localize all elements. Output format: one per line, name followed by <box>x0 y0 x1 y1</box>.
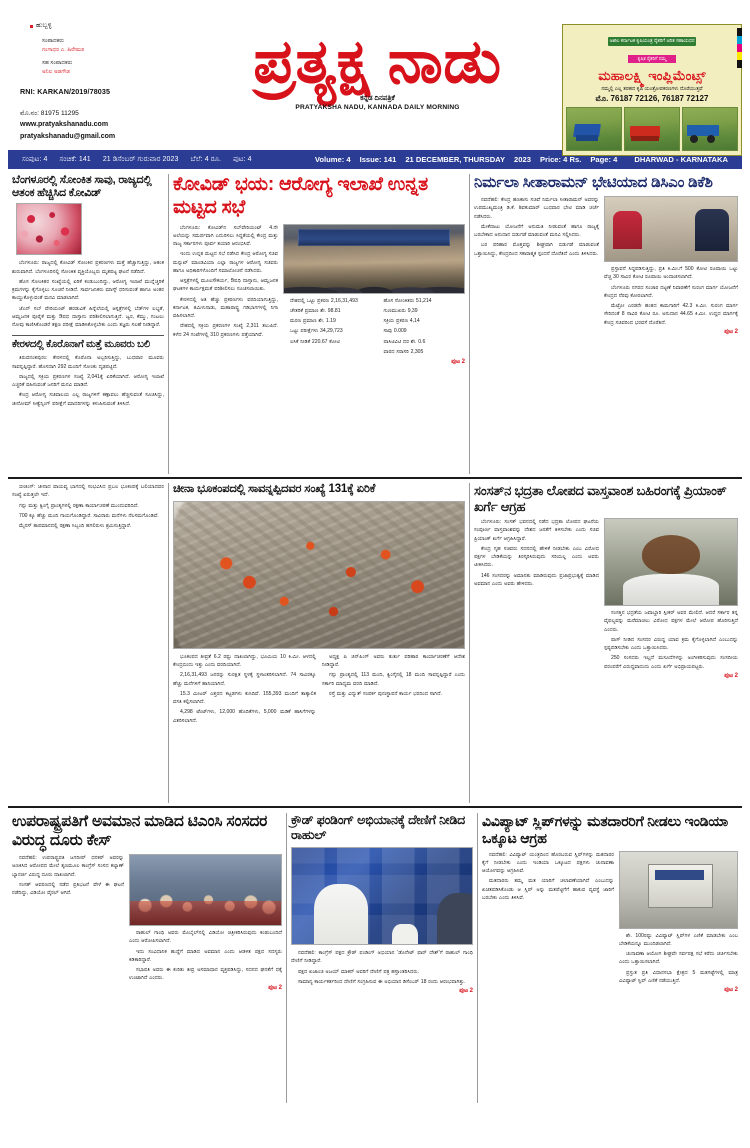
priyank-kharge-photo <box>604 518 738 606</box>
headline-bengaluru-covid[interactable]: ಬೆಂಗಳೂರಲ್ಲಿ ಸೋಂಕಿತ ಸಾವು, ರಾಜ್ಯದಲ್ಲಿ ಆತಂಕ ಹೆಚ್ಚಿಸಿದ ಕೋವಿಡ್ <box>12 174 152 200</box>
body-rahul-crowdfunding: ನವದೆಹಲಿ: ಕಾಂಗ್ರೆಸ್ ಪಕ್ಷದ ಕ್ರೌಡ್ ಫಂಡಿಂಗ್ ಅಭಿಯಾನ 'ಡೊನೇಟ್ ಫಾರ್ ದೇಶ್'ಗೆ ರಾಹುಲ್ ಗಾಂಧಿ ದೇಣಿಗೆ ನೀಡಿದ್ದಾರೆ. ಪಕ್ಷದ ಖಜಾಂಚಿ ಅಜಯ್ ಮಾಕನ್ ಅವರಿಗೆ ದೇಣಿಗೆ ಪತ್ರ ಹಸ್ತಾಂತರಿಸಿದರು. ಸಾಮಾನ್ಯ ಕಾರ್ಯಕರ್ತರಿಂದ ದೇಣಿಗೆ ಸಂಗ್ರಹಿಸುವ ಈ ಅಭಿಯಾನ ಡಿಸೆಂಬರ್ 18 ರಂದು ಆರಂಭವಾಗಿತ್ತು. <box>291 950 473 985</box>
kharge-content-row <box>474 518 738 680</box>
ad-photo-rotavator <box>624 107 680 151</box>
en-page: Page: 4 <box>590 155 618 164</box>
coeditor-role: ಸಹ ಸಂಪಾದಕರು <box>42 60 73 67</box>
tagline-kannada: ಕನ್ನಡ ದಿನಪತ್ರಿಕೆ <box>360 95 395 102</box>
editor-name: ಗಂಗಾಧರ ಎ. ಹಿರೇಮಠ <box>42 46 85 53</box>
sitharaman-meeting-photo <box>604 196 738 262</box>
continued-marker-rahul[interactable]: ಪುಟ 2 <box>459 988 473 994</box>
headline-kerala-corona[interactable]: ಕೇರಳದಲ್ಲಿ ಕೊರೊನಾಗೆ ಮತ್ತೆ ಮೂವರು ಬಲಿ <box>12 339 150 351</box>
section-divider-2 <box>8 806 742 808</box>
quake-body-row <box>173 653 465 727</box>
earthquake-rubble-photo <box>173 501 465 649</box>
body-kharge-col1: ಬೆಂಗಳೂರು: ಸಂಸತ್ ಭವನದಲ್ಲಿ ನಡೆದ ಭದ್ರತಾ ಲೋಪದ ಘಟನೆಯ ಸಂಪೂರ್ಣ ವಾಸ್ತವಾಂಶವನ್ನು ದೇಶದ ಜನತೆಗೆ ತಿಳಿಸಬೇಕು ಎಂದು ಸಚಿವ ಪ್ರಿಯಾಂಕ್ ಖರ್ಗೆ ಆಗ್ರಹಿಸಿದ್ದಾರೆ. ಕೇಂದ್ರ ಗೃಹ ಸಚಿವರು ಸದನದಲ್ಲಿ ಹೇಳಿಕೆ ನೀಡಬೇಕು ಎಂಬ ವಿರೋಧ ಪಕ್ಷಗಳ ಬೇಡಿಕೆಯನ್ನು ತಿರಸ್ಕರಿಸಿರುವುದು ಸರಿಯಲ್ಲ ಎಂದು ಅವರು ಟೀಕಿಸಿದರು. 146 ಸಂಸದರನ್ನು ಅಮಾನತು ಮಾಡಿರುವುದು ಪ್ರಜಾಪ್ರಭುತ್ವಕ್ಕೆ ಮಾಡಿದ ಅವಮಾನ ಎಂದು ಅವರು ಹೇಳಿದರು. <box>474 519 599 587</box>
body-quake-col1: ಭೂಕಂಪದ ತೀವ್ರತೆ 6.2 ರಷ್ಟು ದಾಖಲಾಗಿದ್ದು, ಭೂಮಿಯ 10 ಕಿ.ಮೀ. ಆಳದಲ್ಲಿ ಕೇಂದ್ರಬಿಂದು ಇತ್ತು ಎಂದು ವರದಿಯಾಗಿದೆ. 2,16,31,493 ಜನರನ್ನು ಸುರಕ್ಷಿತ ಸ್ಥಳಕ್ಕೆ ಸ್ಥಳಾಂತರಿಸಲಾಗಿದೆ. 74 ಸಾವಿರಕ್ಕೂ ಹೆಚ್ಚು ಮನೆಗಳಿಗೆ ಹಾನಿಯಾಗಿದೆ. 15.3 ಮೀಟರ್ ಎತ್ತರದ ಕಟ್ಟಡಗಳು ಕುಸಿದಿವೆ. 155,393 ಮಂದಿಗೆ ತಾತ್ಕಾಲಿಕ ವಸತಿ ಕಲ್ಪಿಸಲಾಗಿದೆ. 4,298 ಟೆಂಟ್‌ಗಳು, 12,000 ಹೊದಿಕೆಗಳು, 5,000 ಮಡಿಕೆ ಹಾಸಿಗೆಗಳನ್ನು ವಿತರಿಸಲಾಗಿದೆ. <box>173 653 316 724</box>
continued-marker-kharge[interactable]: ಪುಟ 2 <box>724 672 738 679</box>
tmc-content-row <box>12 854 282 992</box>
center-photo-and-stats <box>283 224 465 367</box>
top-center-column <box>169 174 469 474</box>
body-quake-col2: ಅಧ್ಯಕ್ಷ ಷಿ ಜಿನ್‌ಪಿಂಗ್ ಅವರು ತುರ್ತು ಪರಿಹಾರ ಕಾರ್ಯಾಚರಣೆಗೆ ಆದೇಶ ನೀಡಿದ್ದಾರೆ. ಗನ್ಸು ಪ್ರಾಂತ್ಯದಲ್ಲಿ 113 ಮಂದಿ, ಕ್ವಿಂಗೈನಲ್ಲಿ 18 ಮಂದಿ ಸಾವನ್ನಪ್ಪಿದ್ದಾರೆ ಎಂದು ಸರ್ಕಾರಿ ಮಾಧ್ಯಮ ವರದಿ ಮಾಡಿದೆ. ರಸ್ತೆ ಮತ್ತು ವಿದ್ಯುತ್ ಸಂಪರ್ಕ ಪುನಃಸ್ಥಾಪನೆ ಕಾರ್ಯ ಭರದಿಂದ ಸಾಗಿದೆ. <box>322 653 465 697</box>
headline-sitharaman-dkshi[interactable]: ನಿರ್ಮಲಾ ಸೀತಾರಾಮನ್ ಭೇಟಿಯಾದ ಡಿಸಿಎಂ ಡಿಕೆಶಿ <box>474 174 713 191</box>
rni-number: RNI: KARKAN/2019/78035 <box>20 86 111 96</box>
edition-label <box>30 22 193 30</box>
mid-section <box>8 483 742 803</box>
editor-role: ಸಂಪಾದಕರು <box>42 38 64 44</box>
body-sitharaman-col1: ನವದೆಹಲಿ: ಕೇಂದ್ರ ಹಣಕಾಸು ಸಚಿವೆ ನಿರ್ಮಲಾ ಸೀತಾರಾಮನ್ ಅವರನ್ನು ಉಪಮುಖ್ಯಮಂತ್ರಿ ಡಿ.ಕೆ. ಶಿವಕುಮಾರ್ ಬುಧವಾರ ಭೇಟಿ ಮಾಡಿ ಚರ್ಚೆ ನಡೆಸಿದರು. ಮೇಕೆದಾಟು ಯೋಜನೆಗೆ ಅನುಮತಿ ನೀಡುವಂತೆ ಹಾಗೂ ರಾಜ್ಯಕ್ಕೆ ಬರಬೇಕಾದ ಅನುದಾನ ಬಿಡುಗಡೆ ಮಾಡುವಂತೆ ಮನವಿ ಸಲ್ಲಿಸಿದರು. ಬರ ಪರಿಹಾರ ಮೊತ್ತವನ್ನು ಶೀಘ್ರವಾಗಿ ಬಿಡುಗಡೆ ಮಾಡುವಂತೆ ಒತ್ತಾಯಿಸಿದ್ದು, ಕೇಂದ್ರದಿಂದ ಸಕಾರಾತ್ಮಕ ಸ್ಪಂದನೆ ದೊರೆತಿದೆ ಎಂದು ತಿಳಿಸಿದರು. <box>474 197 599 257</box>
coeditor-name: ಅನಿಲ ಅಡಗೌಡ <box>42 68 70 75</box>
english-issue-info <box>315 155 728 164</box>
en-volume: Volume: 4 <box>314 155 351 164</box>
email-address[interactable]: pratyakshanadu@gmail.com <box>20 133 116 141</box>
top-section <box>8 174 742 474</box>
body-kerala-corona: ತಿರುವನಂತಪುರಂ: ಕೇರಳದಲ್ಲಿ ಕೊರೊನಾ ಅಬ್ಬರಿಸುತ್ತಿದ್ದು, ಬುಧವಾರ ಮೂವರು ಸಾವನ್ನಪ್ಪಿದ್ದಾರೆ. ಹೊಸದಾಗಿ 292 ಮಂದಿಗೆ ಸೋಂಕು ದೃಢಪಟ್ಟಿದೆ. ರಾಜ್ಯದಲ್ಲಿ ಸಕ್ರಿಯ ಪ್ರಕರಣಗಳ ಸಂಖ್ಯೆ 2,041ಕ್ಕೆ ಏರಿಕೆಯಾಗಿದೆ. ಆರೋಗ್ಯ ಇಲಾಖೆ ಎಚ್ಚರಿಕೆ ವಹಿಸುವಂತೆ ಜನರಿಗೆ ಮನವಿ ಮಾಡಿದೆ. ಕೇಂದ್ರ ಆರೋಗ್ಯ ಸಚಿವಾಲಯ ಎಲ್ಲ ರಾಜ್ಯಗಳಿಗೆ ಕಣ್ಗಾವಲು ಹೆಚ್ಚಿಸುವಂತೆ ಸೂಚಿಸಿದ್ದು, ಜೀನೋಮ್ ಸೀಕ್ವೆನ್ಸಿಂಗ್ ಪರೀಕ್ಷೆಗೆ ಮಾದರಿಗಳನ್ನು ಕಳುಹಿಸುವಂತೆ ತಿಳಿಸಿದೆ. <box>12 355 164 407</box>
color-registration-strip <box>737 28 742 68</box>
masthead-advertisement[interactable] <box>562 6 742 156</box>
mid-right-column <box>470 483 742 803</box>
bottom-right-column <box>478 813 742 1103</box>
ad-photo-row <box>566 107 738 151</box>
parliament-protest-photo <box>129 854 282 926</box>
right-photo-block <box>604 196 738 336</box>
mid-left-sidebar <box>8 483 168 803</box>
ad-photo-plough <box>566 107 622 151</box>
stats-columns <box>283 297 465 359</box>
body-kharge-col2: ಸಂಸತ್ತಿನ ಭದ್ರತೆಯ ಜವಾಬ್ದಾರಿ ಸ್ಪೀಕರ್ ಅವರ ಮೇಲಿದೆ. ಆದರೆ ಸರ್ಕಾರ ತನ್ನ ವೈಫಲ್ಯವನ್ನು ಮರೆಮಾಚಲು ವಿರೋಧ ಪಕ್ಷಗಳ ಮೇಲೆ ಆರೋಪ ಹೊರಿಸುತ್ತಿದೆ ಎಂದರು. ಪಾಸ್ ನೀಡಿದ ಸಂಸದರ ವಿರುದ್ಧ ಯಾವ ಕ್ರಮ ಕೈಗೊಳ್ಳಲಾಗಿದೆ ಎಂಬುದನ್ನು ಸ್ಪಷ್ಟಪಡಿಸಬೇಕು ಎಂದು ಒತ್ತಾಯಿಸಿದರು. 250 ಸಂಸದರು ಇಲ್ಲದೆ ಮಸೂದೆಗಳನ್ನು ಅಂಗೀಕರಿಸುವುದು ಸಂಸದೀಯ ಪರಂಪರೆಗೆ ವಿರುದ್ಧವಾದುದು ಎಂದು ಖರ್ಗೆ ಅಭಿಪ್ರಾಯಪಟ್ಟರು. <box>604 610 738 670</box>
kn-issue: ಸಂಚಿಕೆ: 141 <box>59 155 91 163</box>
coronavirus-photo <box>16 203 82 255</box>
center-content-row <box>173 224 465 367</box>
continued-marker-vvpat[interactable]: ಪುಟ 2 <box>724 987 738 994</box>
evm-machine-photo <box>619 851 738 929</box>
website-url[interactable]: www.pratyakshanadu.com <box>20 121 109 129</box>
headline-priyank-kharge[interactable]: ಸಂಸತ್‌ನ ಭದ್ರತಾ ಲೋಪದ ವಾಸ್ತವಾಂಶ ಬಹಿರಂಗಕ್ಕೆ ಪ್ರಿಯಾಂಕ್ ಖರ್ಗೆ ಆಗ್ರಹ <box>474 483 727 514</box>
continued-marker-sitharaman[interactable]: ಪುಟ 2 <box>724 328 738 335</box>
en-issue: Issue: 141 <box>359 155 397 164</box>
vvpat-photo-block <box>619 851 738 995</box>
headline-covid-health-meeting[interactable]: ಕೋವಿಡ್ ಭಯ: ಆರೋಗ್ಯ ಇಲಾಖೆ ಉನ್ನತ ಮಟ್ಟದ ಸಭೆ <box>173 174 428 218</box>
ad-title: ಮಹಾಲಕ್ಷ್ಮಿ ಇಂಪ್ಲಿಮೆಂಟ್ಸ್ <box>598 67 706 83</box>
section-divider-1 <box>8 477 742 479</box>
right-content-row <box>474 196 738 336</box>
ad-description: ನಮ್ಮಲ್ಲಿ ಎಲ್ಲ ತರಹದ ಕೃಷಿ ಯಂತ್ರೋಪಕರಣಗಳು ದೊರೆಯುತ್ತವೆ <box>601 85 703 92</box>
headline-tmc-mp-case[interactable]: ಉಪರಾಷ್ಟ್ರಪತಿಗೆ ಅವಮಾನ ಮಾಡಿದ ಟಿಎಂಸಿ ಸಂಸದರ ವಿರುದ್ಧ ದೂರು ಕೇಸ್ <box>12 813 268 849</box>
headline-rahul-crowdfunding[interactable]: ಕ್ರೌಡ್ ಫಂಡಿಂಗ್ ಅಭಿಯಾನಕ್ಕೆ ದೇಣಿಗೆ ನೀಡಿದ ರಾಹುಲ್ <box>291 813 465 842</box>
kn-volume: ಸಂಪುಟ: 4 <box>22 155 48 163</box>
masthead-logo-block <box>193 6 562 111</box>
bottom-section <box>8 813 742 1103</box>
rahul-donation-photo <box>291 847 473 945</box>
headline-china-earthquake[interactable]: ಚೀನಾ ಭೂಕಂಪದಲ್ಲಿ ಸಾವನ್ನಪ್ಪಿದವರ ಸಂಖ್ಯೆ 131ಕ್ಕೆ ಏರಿಕೆ <box>173 483 376 495</box>
body-sitharaman-col2: ಪ್ರಸ್ತಾವನೆ ಸಿದ್ಧಪಡಿಸುತ್ತಿದ್ದು, ಪ್ರತಿ ಕಿ.ಮೀ.ಗೆ 500 ಕೋಟಿ ರೂಪಾಯಿ ಒಟ್ಟು ವೆಚ್ಚ 30 ಸಾವಿರ ಕೋಟಿ ರೂಪಾಯಿ ಅಂದಾಜಿಸಲಾಗಿದೆ. ಬೆಂಗಳೂರು ನಗರದ ಸಂಚಾರ ದಟ್ಟಣೆ ನಿವಾರಣೆಗೆ ಸುರಂಗ ಮಾರ್ಗ ಯೋಜನೆಗೆ ಕೇಂದ್ರದ ನೆರವು ಕೋರಲಾಗಿದೆ. ಮೆಟ್ರೋ ಎರಡನೇ ಹಂತದ ಕಾಮಗಾರಿಗೆ 42.3 ಕಿ.ಮೀ. ಸುರಂಗ ಮಾರ್ಗ ಸೇರಿದಂತೆ 8 ಸಾವಿರ ಕೋಟಿ ರೂ. ಅನುದಾನ 44.65 ಕಿ.ಮೀ. ಉದ್ದದ ಮಾರ್ಗಕ್ಕೆ ಕೇಂದ್ರ ಸಚಿವರಿಂದ ಭರವಸೆ ದೊರೆತಿದೆ. <box>604 266 738 326</box>
stats-col-1: ದೇಶದಲ್ಲಿ ಒಟ್ಟು ಪ್ರಕರಣ 2,16,31,493 ಚೇತರಿಕೆ ಪ್ರಮಾಣ ಶೇ. 98.81 ಮರಣ ಪ್ರಮಾಣ ಶೇ. 1.19 ಒಟ್ಟು ಪರೀಕ್ಷೆಗಳು 34,29,723 ಲಸಿಕೆ ನೀಡಿಕೆ 220.67 ಕೋಟಿ <box>290 297 358 345</box>
ad-box[interactable] <box>562 24 742 156</box>
editor-credits <box>42 37 193 77</box>
continued-marker-covid[interactable]: ಪುಟ 2 <box>451 359 465 366</box>
headline-vvpat-india-bloc[interactable]: ವಿವಿಪ್ಯಾಟ್ ಸ್ಲಿಪ್‌ಗಳನ್ನು ಮತದಾರರಿಗೆ ನೀಡಲು ಇಂಡಿಯಾ ಒಕ್ಕೂಟ ಆಗ್ರಹ <box>482 813 729 846</box>
bottom-left-column <box>8 813 286 1103</box>
en-date: 21 DECEMBER, THURSDAY <box>405 155 506 164</box>
en-place: DHARWAD - KARNATAKA <box>634 155 728 164</box>
kn-price: ಬೆಲೆ: 4 ರೂ. <box>190 155 222 163</box>
body-vvpat-col2: ಶೇ. 100ರಷ್ಟು ವಿವಿಪ್ಯಾಟ್ ಸ್ಲಿಪ್‌ಗಳ ಎಣಿಕೆ ಮಾಡಬೇಕು ಎಂಬ ಬೇಡಿಕೆಯನ್ನೂ ಮುಂದಿಡಲಾಗಿದೆ. ಚುನಾವಣಾ ಆಯೋಗ ಶೀಘ್ರವೇ ಸರ್ವಪಕ್ಷ ಸಭೆ ಕರೆದು ಚರ್ಚಿಸಬೇಕು ಎಂದು ಒತ್ತಾಯಿಸಲಾಗಿದೆ. ಪ್ರಸ್ತುತ ಪ್ರತಿ ವಿಧಾನಸಭಾ ಕ್ಷೇತ್ರದ 5 ಮತಗಟ್ಟೆಗಳಲ್ಲಿ ಮಾತ್ರ ವಿವಿಪ್ಯಾಟ್ ಸ್ಲಿಪ್ ಎಣಿಕೆ ನಡೆಯುತ್ತಿದೆ. <box>619 932 738 984</box>
newspaper-logo: ಪ್ರತ್ಯಕ್ಷ ನಾಡು <box>253 28 502 95</box>
top-right-column <box>470 174 742 474</box>
body-bengaluru-covid: ಬೆಂಗಳೂರು: ರಾಜ್ಯದಲ್ಲಿ ಕೋವಿಡ್ ಸೋಂಕಿನ ಪ್ರಕರಣಗಳು ಮತ್ತೆ ಹೆಚ್ಚಾಗುತ್ತಿದ್ದು, ಆತಂಕ ಶುರುವಾಗಿದೆ. ಬೆಂಗಳೂರಿನಲ್ಲಿ ಸೋಂಕಿತ ವ್ಯಕ್ತಿಯೊಬ್ಬರು ಮೃತಪಟ್ಟ ಘಟನೆ ನಡೆದಿದೆ. ಹೊಸ ಸೋಂಕಿತರ ಸಂಖ್ಯೆಯಲ್ಲಿ ಏರಿಕೆ ಕಂಡುಬಂದಿದ್ದು, ಆರೋಗ್ಯ ಇಲಾಖೆ ಮುನ್ನೆಚ್ಚರಿಕೆ ಕ್ರಮಗಳನ್ನು ಕೈಗೊಳ್ಳಲು ಸೂಚನೆ ನೀಡಿದೆ. ಸಾರ್ವಜನಿಕರು ಮಾಸ್ಕ್ ಧರಿಸುವಂತೆ ಹಾಗೂ ಅಂತರ ಕಾಯ್ದುಕೊಳ್ಳುವಂತೆ ಮನವಿ ಮಾಡಲಾಗಿದೆ. ಜೆಎನ್ ಸಬ್ ವೇರಿಯಂಟ್ ಹರಡುವಿಕೆ ಹಿನ್ನೆಲೆಯಲ್ಲಿ ಆಸ್ಪತ್ರೆಗಳಲ್ಲಿ ಬೆಡ್‌ಗಳ ಲಭ್ಯತೆ, ಆಮ್ಲಜನಕ ಪೂರೈಕೆ ಮತ್ತು ಔಷಧ ದಾಸ್ತಾನು ಪರಿಶೀಲಿಸಲಾಗುತ್ತಿದೆ. ಜ್ವರ, ಕೆಮ್ಮು, ಗಂಟಲು ನೋವು ಕಾಣಿಸಿಕೊಂಡರೆ ತಕ್ಷಣ ಪರೀಕ್ಷೆ ಮಾಡಿಸಿಕೊಳ್ಳಬೇಕು ಎಂದು ತಜ್ಞರು ಸಲಹೆ ನೀಡಿದ್ದಾರೆ. <box>12 260 164 329</box>
phone-number: ಮೊ.ನಂ: 81975 11295 <box>20 109 79 117</box>
body-covid-col1: ಬೆಂಗಳೂರು: ಕೋವಿಡ್‌ನ ಸಬ್‌ವೇರಿಯಂಟ್ 4.ನೇ ಅಲೆಯನ್ನು ಸಮರ್ಥವಾಗಿ ಎದುರಿಸಲು ಸಿದ್ಧತೆಯಲ್ಲಿ ಕೇಂದ್ರ ಮತ್ತು ರಾಜ್ಯ ಸರ್ಕಾರಗಳು ಪೂರ್ವ ತಯಾರಿ ಆರಂಭಿಸಿವೆ. ಇಂದು ಉನ್ನತ ಮಟ್ಟದ ಸಭೆ ನಡೆಸಿದ ಕೇಂದ್ರ ಆರೋಗ್ಯ ಸಚಿವ ಮನ್ಸುಖ್ ಮಾಂಡವಿಯಾ ಎಲ್ಲಾ ರಾಜ್ಯಗಳ ಆರೋಗ್ಯ ಸಚಿವರು ಹಾಗೂ ಅಧಿಕಾರಿಗಳೊಂದಿಗೆ ಸಮಾಲೋಚನೆ ನಡೆಸಿದರು. ಆಸ್ಪತ್ರೆಗಳಲ್ಲಿ ಮೂಲಸೌಕರ್ಯ, ಔಷಧಿ ದಾಸ್ತಾನು, ಆಮ್ಲಜನಕ ಘಟಕಗಳ ಕಾರ್ಯಕ್ಷಮತೆ ಪರಿಶೀಲಿಸಲು ಸೂಚಿಸಲಾಯಿತು. ಕೇರಳದಲ್ಲಿ ಅತಿ ಹೆಚ್ಚು ಪ್ರಕರಣಗಳು ವರದಿಯಾಗುತ್ತಿದ್ದು, ಕರ್ನಾಟಕ, ತಮಿಳುನಾಡು, ಮಹಾರಾಷ್ಟ್ರ ಗಡಿಭಾಗಗಳಲ್ಲಿ ನಿಗಾ ವಹಿಸಲಾಗಿದೆ. ದೇಶದಲ್ಲಿ ಸಕ್ರಿಯ ಪ್ರಕರಣಗಳ ಸಂಖ್ಯೆ 2,311 ತಲುಪಿದೆ. ಕಳೆದ 24 ಗಂಟೆಗಳಲ್ಲಿ 310 ಪ್ರಕರಣಗಳು ಪತ್ತೆಯಾಗಿವೆ. <box>173 224 278 338</box>
body-tmc-col2: ರಾಹುಲ್ ಗಾಂಧಿ ಅವರು ಮೊಬೈಲ್‌ನಲ್ಲಿ ವಿಡಿಯೋ ಚಿತ್ರೀಕರಿಸಿರುವುದು ಕಂಡುಬಂದಿದೆ ಎಂದು ಆರೋಪಿಸಲಾಗಿದೆ. ಇದು ಸಂವಿಧಾನಿಕ ಹುದ್ದೆಗೆ ಮಾಡಿದ ಅವಮಾನ ಎಂದು ಆಡಳಿತ ಪಕ್ಷದ ಸದಸ್ಯರು ಕಿಡಿಕಾರಿದ್ದಾರೆ. ಸಭಾಪತಿ ಅವರು ಈ ಕುರಿತು ತೀವ್ರ ಅಸಮಾಧಾನ ವ್ಯಕ್ತಪಡಿಸಿದ್ದು, ಸದನದ ಘನತೆಗೆ ಧಕ್ಕೆ ಉಂಟಾಗಿದೆ ಎಂದರು. <box>129 930 282 982</box>
kharge-photo-block <box>604 518 738 680</box>
body-vvpat-col1: ನವದೆಹಲಿ: ವಿವಿಪ್ಯಾಟ್ ಯಂತ್ರದಿಂದ ಹೊರಬರುವ ಸ್ಲಿಪ್‌ಗಳನ್ನು ಮತದಾರರ ಕೈಗೆ ನೀಡಬೇಕು ಎಂದು ಇಂಡಿಯಾ ಒಕ್ಕೂಟದ ಪಕ್ಷಗಳು ಚುನಾವಣಾ ಆಯೋಗವನ್ನು ಆಗ್ರಹಿಸಿವೆ. ಮತದಾರರು ತಮ್ಮ ಮತ ಯಾರಿಗೆ ಚಲಾವಣೆಯಾಗಿದೆ ಎಂಬುದನ್ನು ಖಚಿತಪಡಿಸಿಕೊಂಡು ಆ ಸ್ಲಿಪ್ ಅನ್ನು ಮತಪೆಟ್ಟಿಗೆಗೆ ಹಾಕುವ ವ್ಯವಸ್ಥೆ ಜಾರಿಗೆ ಬರಬೇಕು ಎಂದು ತಿಳಿಸಿವೆ. <box>482 851 614 901</box>
bottom-center-column <box>287 813 477 1103</box>
tmc-photo-block <box>129 854 282 992</box>
mid-center-column <box>169 483 469 803</box>
en-year: 2023 <box>514 155 531 164</box>
ad-top-banner: ಅಖಿಲ ಕರ್ನಾಟಕ ಕೃಷಿಯಂತ್ರ ರೈತರಿಗೆ ಅರಿತ ಸಹಾಯಧನ <box>608 37 697 46</box>
en-price: Price: 4 Rs. <box>539 155 582 164</box>
bullet-square-icon <box>30 25 33 28</box>
continued-marker-tmc[interactable]: ಪುಟ 2 <box>268 984 282 991</box>
vvpat-content-row <box>482 851 738 995</box>
tagline-english: PRATYAKSHA NADU, KANNADA DAILY MORNING <box>295 104 460 111</box>
ad-ribbon: ಕೃಷಿಕ ರೈತರಿಗೆ ನಮ್ಮ <box>628 55 677 63</box>
contact-block <box>20 108 193 144</box>
stats-col-2: ಹೊಸ ಸೋಂಕಿತರು 51,214 ಗುಣಮುಖರು 9,39 ಸಕ್ರಿಯ ಪ್ರಕರಣ 4,14 ಸಾವು 0.009 ಪಾಸಿಟಿವಿಟಿ ದರ ಶೇ. 0.6 ವಾರದ ಸರಾಸರಿ 2,305 <box>383 297 432 355</box>
kn-date: 21 ಡಿಸೆಂಬರ್ ಗುರುವಾರ 2023 <box>102 155 179 163</box>
masthead-left-info <box>8 6 193 144</box>
masthead <box>8 6 742 146</box>
kn-page: ಪುಟ: 4 <box>233 155 252 163</box>
ad-phone: ಮೊ. 76187 72126, 76187 72127 <box>595 93 709 103</box>
edition-name: ಹುಬ್ಬಳ್ಳಿ <box>36 22 52 29</box>
body-tmc-col1: ನವದೆಹಲಿ: ಉಪರಾಷ್ಟ್ರಪತಿ ಜಗದೀಪ್ ಧನಕರ್ ಅವರನ್ನು ಅಣಕಿಸಿದ ಆರೋಪದ ಮೇಲೆ ತೃಣಮೂಲ ಕಾಂಗ್ರೆಸ್ ಸಂಸದ ಕಲ್ಯಾಣ್ ಬ್ಯಾನರ್ಜಿ ವಿರುದ್ಧ ದೂರು ದಾಖಲಾಗಿದೆ. ಸಂಸತ್ ಆವರಣದಲ್ಲಿ ನಡೆದ ಪ್ರತಿಭಟನೆ ವೇಳೆ ಈ ಘಟನೆ ನಡೆದಿದ್ದು, ವಿಡಿಯೋ ವೈರಲ್ ಆಗಿದೆ. <box>12 855 124 897</box>
health-meeting-photo <box>283 224 465 294</box>
body-china-quake-side: ಬೀಜಿಂಗ್: ಚೀನಾದ ವಾಯವ್ಯ ಭಾಗದಲ್ಲಿ ಸಂಭವಿಸಿದ ಪ್ರಬಲ ಭೂಕಂಪಕ್ಕೆ ಬಲಿಯಾದವರ ಸಂಖ್ಯೆ ಏರುತ್ತಲೇ ಇದೆ. ಗನ್ಸು ಮತ್ತು ಕ್ವಿಂಗೈ ಪ್ರಾಂತ್ಯಗಳಲ್ಲಿ ರಕ್ಷಣಾ ಕಾರ್ಯಾಚರಣೆ ಮುಂದುವರಿದಿದೆ. 700 ಕ್ಕೂ ಹೆಚ್ಚು ಮಂದಿ ಗಾಯಗೊಂಡಿದ್ದಾರೆ. ಸಾವಿರಾರು ಮನೆಗಳು ನೆಲಸಮಗೊಂಡಿವೆ. ಮೈನಸ್ ತಾಪಮಾನದಲ್ಲಿ ರಕ್ಷಣಾ ಸಿಬ್ಬಂದಿ ಹಗಲಿರುಳು ಶ್ರಮಿಸುತ್ತಿದ್ದಾರೆ. <box>12 484 164 529</box>
ad-photo-trailer <box>682 107 738 151</box>
top-left-column <box>8 174 168 474</box>
